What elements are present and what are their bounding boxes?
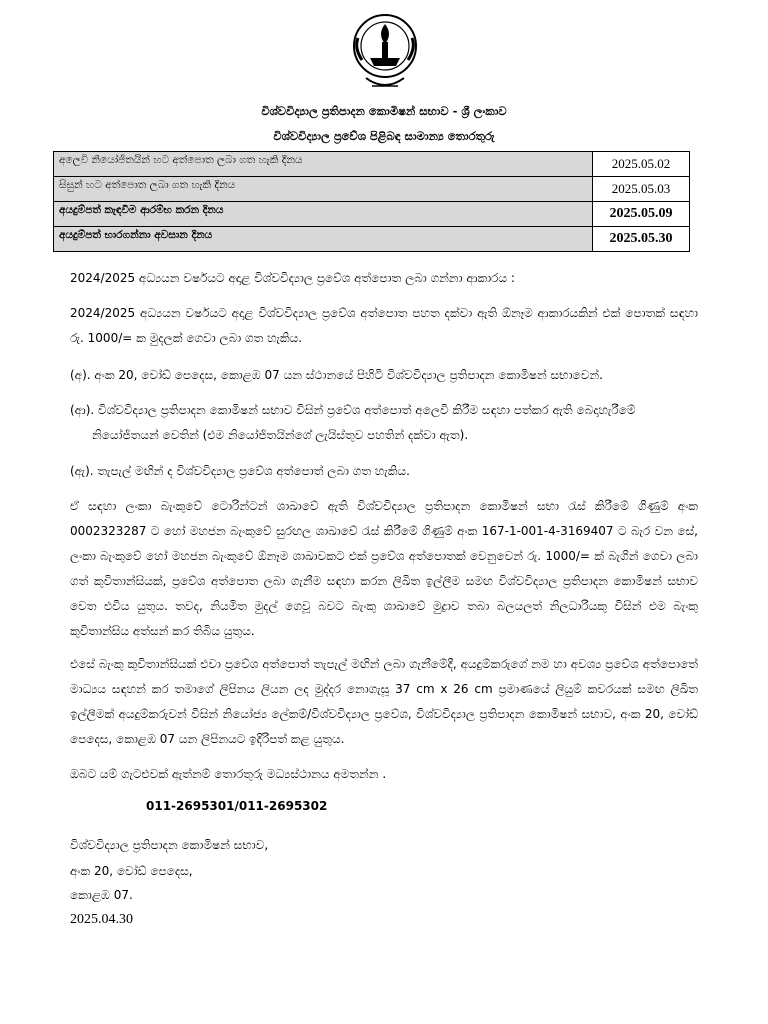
- date-value: 2025.05.02: [593, 152, 690, 177]
- table-row: [54, 177, 690, 202]
- signature-line-address: අංක 20, වෝඩ් පෙදෙස,: [70, 864, 193, 878]
- date-label: අයදුම්පත් භාරගන්නා අවසාන දිනය: [54, 227, 593, 252]
- paragraph-contact: ඔබට යම් ගැටළුවක් ඇත්නම් තොරතුරු මධ්‍යස්ථානය අමතන්න .: [70, 767, 387, 781]
- paragraph-bank-payment: ඒ සඳහා ලංකා බැංකුවේ ටොරින්ටන් ශාඛාවේ ඇති විශ්වවිද්‍යාල ප්‍රතිපාදන කොමිෂන් සභා රැස් කිරීමේ ගිණුම් අංක 0002323287 ට හෝ මහජන බැංකුවේ සුරඟල ශාඛාවේ රැස් කිරීමේ ගිණුම් අංක 167-1-001-4-3169407 ට බැර වන සේ, ලංකා බැංකුවේ හෝ මහජන බැංකුවේ ඕනෑම ශාඛාවකට එක් ප්‍රවේශ අත්පොතක් වෙනුවෙන් රු. 1000/= ක් බැගින් ගෙවා ලබා ගත් කුවිතාන්සියක්, ප්‍රවේශ අත්පොත ලබා ගැනීම සඳහා කරන ලිඛිත ඉල්ලීම සමඟ විශ්වවිද්‍යාල ප්‍රතිපාදන කොමිෂන් සභාව වෙත එවිය යුතුය. තවද, නියමිත මුදල් ගෙවූ බවට බැංකු ශාඛාවේ මුද්‍රාව තබා බලයලත් නිලධාරියකු විසින් එම බැංකු කුවිතාන්සිය අත්සන් කර තිබිය යුතුය.: [70, 499, 698, 638]
- option-b: [70, 398, 698, 448]
- document-title: විශ්වවිද්‍යාල ප්‍රතිපාදන කොමිෂන් සභාව - ශ්‍රී ලංකාව: [261, 104, 507, 118]
- date-label: සිසුන් හට අත්පොත ලබා ගත හැකි දිනය: [54, 177, 593, 202]
- paragraph-postal-request: එසේ බැංකු කුවිතාන්සියක් එවා ප්‍රවේශ අත්පොත් තැපැල් මඟින් ලබා ගැනීමේදී, අයදුම්කරුගේ නම හා අවශ්‍ය ප්‍රවේශ අත්පොතේ මාධ්‍යය සඳහන් කර තමාගේ ලිපිනය ලියන ලද මුද්දර නොගැසූ 37 cm x 26 cm ප්‍රමාණයේ ලියුම් කවරයක් සමඟ ලිඛිත ඉල්ලීමක් අයදුම්කරුවන් විසින් නියෝජ්‍ය ලේකම්/විශ්වවිද්‍යාල ප්‍රවේශ, විශ්වවිද්‍යාල ප්‍රතිපාදන කොමිෂන් සභාව, අංක 20, වෝඩ් පෙදෙස, කොළඹ 07 යන ලිපිනයට ඉදිරිපත් කළ යුතුය.: [70, 657, 698, 746]
- table-row: [54, 227, 690, 252]
- contact-phone-numbers: 011-2695301/011-2695302: [146, 799, 328, 813]
- signature-date: 2025.04.30: [70, 912, 133, 927]
- date-label: අයදුම්පත් කැඳවීම ආරම්භ කරන දිනය: [54, 202, 593, 227]
- option-b-line2: නියෝජිතයන් වෙතින් (එම නියෝජිතයින්ගේ ලැයිස්තුව පහතින් දක්වා ඇත).: [92, 428, 469, 442]
- key-dates-table: [53, 151, 690, 252]
- date-value: 2025.05.30: [593, 227, 690, 252]
- date-label: අලෙවි නියෝජිතයින් හට අත්පොත ලබා ගත හැකි දිනය: [54, 152, 593, 177]
- table-row: [54, 152, 690, 177]
- date-value: 2025.05.09: [593, 202, 690, 227]
- option-c: (ඇ). තැපැල් මඟින් ද විශ්වවිද්‍යාල ප්‍රවේශ අත්පොත් ලබා ගත හැකිය.: [70, 464, 410, 478]
- date-value: 2025.05.03: [593, 177, 690, 202]
- signature-line-org: විශ්වවිද්‍යාල ප්‍රතිපාදන කොමිෂන් සභාව,: [70, 838, 269, 852]
- option-a: (අ). අංක 20, වෝඩ් පෙදෙස, කොළඹ 07 යන ස්ථානයේ පිහිටි විශ්වවිද්‍යාල ප්‍රතිපාදන කොමිෂන් සභාවෙන්.: [70, 368, 603, 382]
- document-subtitle: විශ්වවිද්‍යාල ප්‍රවේශ පිළිබඳ සාමාන්‍ය තොරතුරු: [273, 129, 495, 143]
- paragraph-how-to-obtain: 2024/2025 අධ්‍යයන වර්ෂයට අදාළ විශ්වවිද්‍යාල ප්‍රවේශ අත්පොත පහත දක්වා ඇති ඕනෑම ආකාරයකින් එක් පොතක් සඳහා රු. 1000/= ක මුදලක් ගෙවා ලබා ගත හැකිය.: [70, 306, 698, 345]
- signature-line-city: කොළඹ 07.: [70, 888, 133, 902]
- option-b-line1: (ආ). විශ්වවිද්‍යාල ප්‍රතිපාදන කොමිෂන් සභාව විසින් ප්‍රවේශ අත්පොත් අලෙවි කිරීම සඳහා පත්කර ඇති බෙදාහැරීමේ: [70, 403, 636, 417]
- ugc-emblem-logo: [352, 8, 418, 100]
- intro-heading: 2024/2025 අධ්‍යයන වර්ෂයට අදාළ විශ්වවිද්‍යාල ප්‍රවේශ අත්පොත ලබා ගන්නා ආකාරය :: [70, 271, 515, 285]
- table-row: [54, 202, 690, 227]
